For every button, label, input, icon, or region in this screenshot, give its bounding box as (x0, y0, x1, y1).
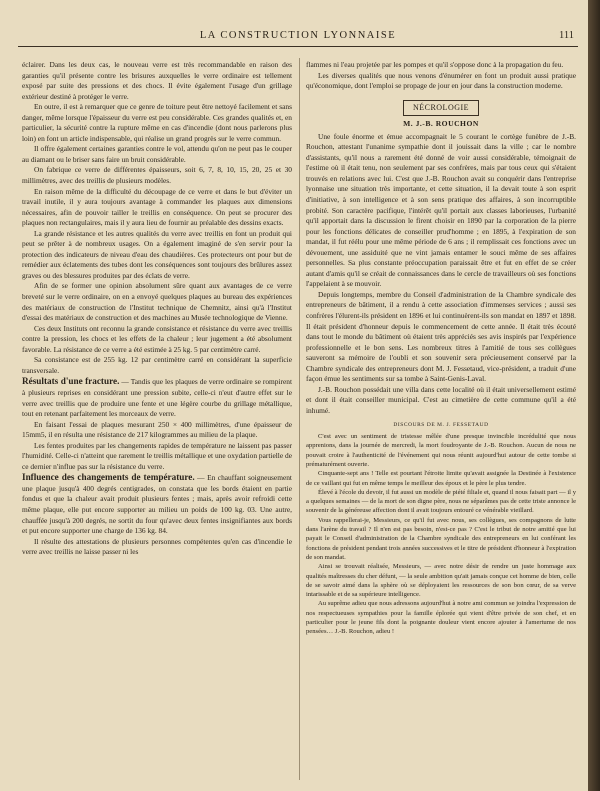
paragraph: Les fentes produites par les changements rapides de température ne laissent pas passer l'humidité. Celle-ci n'atteint que rarement le treillis métallique et une oxydation partielle de ce dernier n'influe pas sur la résistance du verre. (22, 440, 292, 471)
section-heading: Influence des changements de température. (22, 472, 195, 483)
paragraph: Afin de se former une opinion absolument sûre quant aux avantages de ce verre breveté sur le verre ordinaire, on en a envoyé quelques plaques au bureau des expériences des matériaux de construction de l'Institut technique de Chemnitz, ainsi qu'à l'Institut d'essai des matériaux de construction et des machines au Musée technologique de Vienne. (22, 281, 292, 323)
left-column (22, 60, 292, 558)
paragraph: En raison même de la difficulté du découpage de ce verre et dans le but d'éviter un travail inutile, il y aura toujours avantage à commander les plaques aux dimensions nécessaires, afin de pouvoir tailler le treillis en conséquence. On peut se procurer des plaques non rectangulaires, mais il y aura lieu de fournir au préalable des dessins exacts. (22, 186, 292, 228)
section-lead-text: — Tandis que les plaques de verre ordinaire se rompirent à plusieurs reprises en considérant une pression subite, celle-ci n'eut d'autre effet sur le verre avec treillis que de produire une fente et une légère courbe du grillage métallique, tout en retenant parfaitement les morceaux de verre. (22, 377, 293, 419)
paragraph: En outre, il est à remarquer que ce genre de toiture peut être nettoyé facilement et sans danger, même lorsque l'épaisseur du verre est peu considérable. Ces grandes qualités et, en particulier, la sécurité contre la rupture même en cas d'incendie (dont nous parlerons plus loin) en font un article indispensable, qui réalise un grand progrès sur le verre commun. (22, 102, 292, 143)
paragraph: Une foule énorme et émue accompagnait le 5 courant le cortège funèbre de J.-B. Rouchon, attestant l'unanime sympathie dont il jouissait dans la ville ; car le nombre d'assistants, qu'il nous a rarement été donné de voir aussi considérable, témoignait de l'estime où il était tenu, non seulement par ses confrères, mais par tous ceux qui s'étaient trouvés en relations avec lui. C'est que J.-B. Rouchon avait su conquérir dans l'entreprise lyonnaise une situation très importante, et cette situation, il la devait toute à son esprit d'initiative, à son intelligence et à son sens pratique des affaires, à son incorruptible probité. Son caractère pacifique, l'intérêt qu'il portait aux classes laborieuses, l'urbanité qu'il apportait dans la discussion le firent choisir en 1890 par la corporation de la pierre pour les fonctions délicates de conseiller prud'homme ; en 1895, à l'expiration de son mandat, il fut réélu pour une même période de 6 ans ; il remplissait ces fonctions avec un dévouement, une assiduité que ne vint jamais entamer le souci même de ses affaires personnelles. Sa plus constante préoccupation paraissait être et fut en effet de se créer autant d'amis qu'il se créait de connaissances dans le cercle de travailleurs où ses fonctions l'appelaient à se mouvoir. (306, 131, 576, 289)
paragraph: Ces deux Instituts ont reconnu la grande consistance et résistance du verre avec treillis contre la pression, les chocs et les effets de la chaleur ; leur jugement a été absolument favorable. La résistance de ce verre a été estimée à 25 kg. 5 par centimètre carré. (22, 323, 292, 354)
paragraph: On fabrique ce verre de différentes épaisseurs, soit 6, 7, 8, 10, 15, 20, 25 et 30 millimètres, avec des treillis de plusieurs modèles. (22, 165, 292, 186)
running-header (18, 30, 578, 44)
speech-title: DISCOURS DE M. J. FESSETAUD (393, 421, 489, 428)
paragraph: Il résulte des attestations de plusieurs personnes compétentes qu'en cas d'incendie le verre avec treillis ne laisse passer ni les (22, 536, 292, 557)
obituary-name: M. J.-B. ROUCHON (403, 119, 479, 129)
paragraph: Cinquante-sept ans ! Telle est pourtant l'étroite limite qu'avait assignée la Destinée à l'existence de ce vaillant qui fut en même temps le meilleur des époux et le père le plus tendre. (306, 470, 576, 487)
section-heading: Résultats d'une fracture. (22, 376, 120, 387)
header-rule (18, 46, 578, 47)
paragraph: Au suprême adieu que nous adressons aujourd'hui à notre ami commun se joindra l'expression de nos respectueuses sympathies pour la famille éplorée qui vient d'être privée de son chef, et en particulier pour le jeune fils dont la poignante douleur vient encore ajouter à l'amertume de nos pensées… J.-B. Rouchon, adieu ! (306, 600, 576, 636)
speech-body (306, 432, 576, 637)
paragraph: Les diverses qualités que nous venons d'énumérer en font un produit aussi pratique qu'économique, dont l'emploi se propage de jour en jour dans la construction moderne. (306, 70, 576, 91)
paragraph: C'est avec un sentiment de tristesse mêlée d'une presque invincible incrédulité que nous apprenions, dans la journée de mercredi, la mort foudroyante de J.-B. Rouchon. Aucun de nous ne pouvait croire à l'authenticité de l'événement qui nous réunit aujourd'hui autour de cette tombe si prématurément ouverte. (306, 433, 576, 468)
paragraph: La grande résistance et les autres qualités du verre avec treillis en font un produit qui peut se prêter à de nombreux usages. On a également imaginé de s'en servir pour la protection des indicateurs de niveau d'eau des chaudières. Ces protecteurs ont pour but de remédier aux éclatements des tubes dont les conséquences sont toujours des brûlures assez graves ou des blessures produites par des éclats de verre. (22, 228, 292, 280)
paragraph: J.-B. Rouchon possédait une villa dans cette localité où il était universellement estimé et dont il était conseiller municipal. C'est au cimetière de cette commune qu'il a été inhumé. (306, 384, 576, 415)
paragraph: Depuis longtemps, membre du Conseil d'administration de la Chambre syndicale des entrepreneurs de bâtiment, il a rendu à cette association d'immenses services ; aussi ses confrères l'élurent-ils président en 1896 et lui continuèrent-ils son mandat en 1897 et 1898. Il était président d'honneur depuis le commencement de cette année. Il était très écouté dans tout le monde du bâtiment où étaient très appréciés ses avis inspirés par l'expérience professionnelle et le bon sens. Les nombreux titres à l'amitié de tous ses collègues sauveront sa mémoire de l'oubli et son souvenir sera précieusement conservé par la Chambre syndicale des entrepreneurs dont M. J. Fessetaud, vice-président, a traduit d'une façon émue les sentiments sur sa tombe à Saint-Genis-Laval. (306, 289, 576, 384)
paragraph: Vous rappellerai-je, Messieurs, ce qu'il fut avec nous, ses collègues, ses compagnons de lutte dans l'arène du travail ? Il n'en est pas besoin, n'est-ce pas ? C'est le tribut de notre amitié que lui payait le Conseil d'administration de la Chambre syndicale des entrepreneurs en lui conférant les fonctions de président pendant trois années successives et le titre de président d'honneur à l'expiration de son mandat. (306, 516, 576, 561)
right-column (306, 60, 576, 637)
paragraph: Il offre également certaines garanties contre le vol, attendu qu'on ne peut pas le couper au diamant ou le briser sans faire un bruit considérable. (22, 144, 292, 164)
paragraph: Élevé à l'école du devoir, il fut aussi un modèle de piété filiale et, quand il nous faisait part — il y a quelques semaines — de la mort de son digne père, nous ne séparâmes pas de cette triste annonce le souvenir de la généreuse affection dont il avait toujours entouré ce vénérable vieillard. (306, 488, 576, 515)
book-spine (588, 0, 600, 791)
section-lead-text: — En chauffant soigneusement une plaque jusqu'à 400 degrés centigrades, on constata que les bords étaient en partie fondus et que la chaleur avait produit plusieurs fentes ; mais, après avoir refroidi cette même plaque, elle put encore supporter au milieu un poids de 100 kg. 03. Une autre, chauffée jusqu'à 200 degrés, ne sortit du four qu'avec deux fentes insignifiantes aux bords et put encore supporter une charge de 136 kg. 84. (22, 473, 292, 536)
paragraph: Sa consistance est de 255 kg. 12 par centimètre carré en considérant la superficie transversale. (22, 355, 292, 375)
paragraph: Ainsi se trouvait réalisée, Messieurs, — avec notre désir de rendre un juste hommage aux qualités maîtresses du cher défunt, — la seule ambition qu'ait jamais conçue cet homme de bien, celle de se savoir aimé dans la sphère où se déployaient les ressources de son bon cœur, de sa verve intarissable et de sa supérieure intelligence. (306, 563, 576, 599)
page-number: 111 (559, 30, 574, 41)
necrologie-heading-box: NÉCROLOGIE (403, 100, 479, 117)
column-divider (299, 58, 300, 780)
journal-title: LA CONSTRUCTION LYONNAISE (199, 30, 397, 41)
paragraph: éclairer. Dans les deux cas, le nouveau verre est très recommandable en raison des garanties qu'il présente contre les brisures auxquelles le verre ordinaire est tellement exposé par suite des pressions et des chocs. Il évite également l'usage d'un grillage extérieur destiné à protéger le verre. (22, 60, 292, 101)
paragraph: flammes ni l'eau projetée par les pompes et qu'il s'oppose donc à la propagation du feu. (306, 60, 564, 69)
paragraph: En faisant l'essai de plaques mesurant 250 × 400 millimètres, d'une épaisseur de 15mm5, il en résulta une résistance de 217 kilogrammes au milieu de la plaque. (22, 419, 292, 440)
